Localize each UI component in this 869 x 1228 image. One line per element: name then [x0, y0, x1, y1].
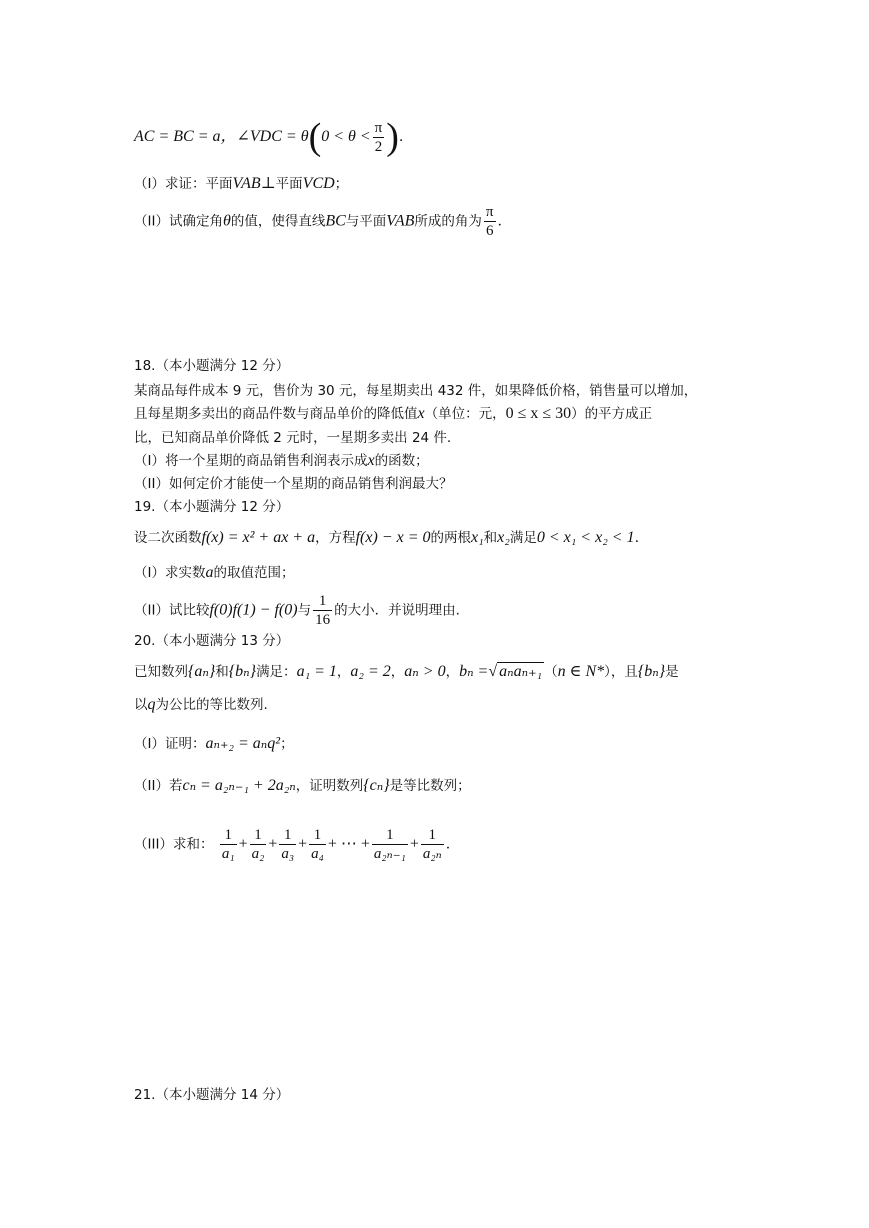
- q19-part1: [134, 563, 294, 583]
- q17-p2-vab: VAB: [386, 212, 415, 230]
- q20-seq-b: {bₙ}: [228, 663, 257, 680]
- q20-line1-a: 已知数列: [134, 664, 188, 680]
- q18-line2-a: 且每星期多卖出的商品件数与商品单价的降低值: [134, 406, 418, 422]
- sum-term-6: $\frac{1}{\text{a₂ₙ}}$: [422, 827, 442, 862]
- q20-p1-equation: aₙ₊₂ = aₙq²: [205, 735, 281, 752]
- plus-2: +: [268, 835, 278, 853]
- q17-p2-end: .: [497, 213, 502, 230]
- q19-p1-a: （I）求实数: [134, 565, 206, 581]
- q20-p3-end: .: [445, 836, 451, 853]
- q20-line2-a: 以: [134, 697, 148, 713]
- q20-var-q: q: [147, 696, 156, 713]
- q18-line2-c: ）的平方成正: [571, 406, 653, 422]
- q19-line1: [134, 528, 639, 548]
- q19-heading: 19.（本小题满分 12 分）: [134, 499, 290, 515]
- plus-3: +: [298, 835, 308, 853]
- intro-condition: AC = BC = a，∠VDC = θ: [134, 128, 309, 145]
- sum-term-2: $\frac{1}{\text{a₂}}$: [251, 827, 265, 862]
- q20-part1: [134, 734, 294, 754]
- q20-seq-c: {cₙ}: [363, 777, 390, 794]
- q17-part2: [134, 203, 502, 240]
- q17-p2-theta: θ: [222, 212, 231, 230]
- q19-var-a: a: [205, 564, 214, 581]
- q18-p1-a: （I）将一个星期的商品销售利润表示成: [134, 453, 368, 469]
- q20-part2: [134, 776, 471, 796]
- q21-heading: 21.（本小题满分 14 分）: [134, 1087, 290, 1103]
- q19-line1-end: .: [634, 530, 640, 546]
- q17-p2-mid3: 所成的角为: [414, 213, 482, 230]
- q20-n-domain: n ∈ N*: [557, 663, 605, 680]
- q18-var-x: x: [417, 405, 425, 422]
- q19-part2: [134, 592, 460, 629]
- sum-term-3: $\frac{1}{\text{a₃}}$: [281, 827, 295, 862]
- q19-x1: x₁: [471, 529, 484, 546]
- ellipsis: + ⋯ +: [327, 835, 370, 853]
- plus-4: +: [409, 835, 419, 853]
- q20-p2-equation: cₙ = a₂ₙ₋₁ + 2a₂ₙ: [182, 777, 296, 794]
- q18-line2: [134, 404, 652, 424]
- q20-comma-3: ，: [445, 664, 460, 680]
- q19-line1-c: 的两根: [430, 530, 471, 546]
- sqrt-symbol: √: [488, 663, 498, 680]
- left-paren: (: [308, 116, 322, 158]
- q17-p2-mid: 的值，使得直线: [230, 213, 326, 230]
- q17-p2-mid2: 与平面: [345, 213, 387, 230]
- q20-line1-d: （: [544, 664, 558, 680]
- q17-p1-mid: 平面: [275, 176, 303, 192]
- q20-line1-c: 满足：: [256, 664, 297, 680]
- q20-line1: [134, 662, 679, 682]
- q20-line1-f: 是: [665, 664, 679, 680]
- q20-bn-def: bₙ =: [459, 663, 489, 680]
- q18-part2: （II）如何定价才能使一个星期的商品销售利润最大？: [134, 476, 453, 492]
- intro-condition-line: [134, 118, 403, 156]
- q20-p2-c: 是等比数列；: [389, 778, 471, 794]
- sum-term-4: $\frac{1}{\text{a₄}}$: [311, 827, 324, 862]
- plus-1: +: [238, 835, 248, 853]
- q19-p2-c: 的大小．并说明理由.: [334, 602, 460, 619]
- q20-p2-a: （II）若: [134, 778, 183, 794]
- fraction-pi-over-2: $\frac{\pi}{2}$: [374, 119, 383, 155]
- q19-x2: x₂: [497, 529, 510, 546]
- fraction-1-over-16: $\frac{1}{16}$: [315, 593, 331, 628]
- q20-p1-a: （I）证明：: [134, 736, 206, 752]
- q20-heading: 20.（本小题满分 13 分）: [134, 633, 290, 649]
- q19-equation: f(x) − x = 0: [355, 529, 431, 546]
- q17-p1-end: ；: [334, 176, 349, 192]
- q19-p2-a: （II）试比较: [134, 602, 210, 619]
- q18-p1-b: 的函数；: [374, 453, 429, 469]
- q18-part1: [134, 451, 429, 471]
- q17-p2-prefix: （II）试确定角: [134, 213, 223, 230]
- sum-term-5: $\frac{1}{\text{a₂ₙ₋₁}}$: [373, 827, 406, 862]
- q17-p1-vab: VAB: [232, 175, 261, 192]
- q20-sqrt-body: aₙaₙ₊₁: [499, 663, 543, 680]
- sum-term-1: $\frac{1}{\text{a₁}}$: [221, 827, 235, 862]
- q19-line1-b: ，方程: [315, 530, 356, 546]
- q19-inequality: 0 < x₁ < x₂ < 1: [536, 529, 635, 546]
- q19-function: f(x) = x² + ax + a: [201, 529, 316, 546]
- q17-p1-vcd: VCD: [302, 175, 335, 192]
- q18-range: 0 ≤ x ≤ 30: [505, 405, 572, 422]
- q19-line1-e: 满足: [509, 530, 537, 546]
- right-paren: ): [386, 116, 399, 158]
- q20-part3: [134, 826, 450, 863]
- q20-a2: a₂ = 2: [350, 663, 391, 680]
- q20-p2-b: ，证明数列: [295, 778, 364, 794]
- q19-line1-d: 和: [483, 530, 498, 546]
- q20-an-positive: aₙ > 0: [404, 663, 446, 680]
- q18-line3: 比，已知商品单价降低 2 元时，一星期多卖出 24 件.: [134, 430, 452, 446]
- q17-part1: [134, 174, 348, 194]
- q20-line1-b: 和: [215, 664, 229, 680]
- q20-seq-a: {aₙ}: [188, 663, 216, 680]
- q20-a1: a₁ = 1: [296, 663, 337, 680]
- q20-comma-2: ，: [390, 664, 405, 680]
- q20-p3-a: （III）求和：: [134, 836, 214, 853]
- q17-p2-bc: BC: [325, 212, 346, 230]
- q20-seq-b-2: {bₙ}: [637, 663, 666, 680]
- q20-comma-1: ，: [336, 664, 351, 680]
- q19-line1-a: 设二次函数: [134, 530, 202, 546]
- q17-p1-prefix: （I）求证：平面: [134, 176, 233, 192]
- q19-p1-b: 的取值范围；: [213, 565, 295, 581]
- q20-line1-e: ），且: [604, 664, 638, 680]
- q18-heading: 18.（本小题满分 12 分）: [134, 358, 290, 374]
- intro-paren-body: 0 < θ <: [321, 128, 371, 145]
- q18-line2-b: （单位：元，: [424, 406, 506, 422]
- q20-line2: [134, 695, 268, 715]
- q19-p2-b: 与: [297, 602, 312, 619]
- q19-expression: f(0)f(1) − f(0): [209, 601, 298, 619]
- q20-p1-end: ；: [280, 736, 294, 752]
- q18-p1-x: x: [367, 452, 375, 469]
- perp-symbol: ⊥: [260, 175, 276, 192]
- q18-line1: 某商品每件成本 9 元，售价为 30 元，每星期卖出 432 件，如果降低价格，销售量可以增加，: [134, 383, 698, 399]
- intro-period: .: [398, 129, 404, 145]
- q20-line2-b: 为公比的等比数列.: [155, 697, 268, 713]
- fraction-pi-over-6: $\frac{\pi}{6}$: [485, 204, 494, 239]
